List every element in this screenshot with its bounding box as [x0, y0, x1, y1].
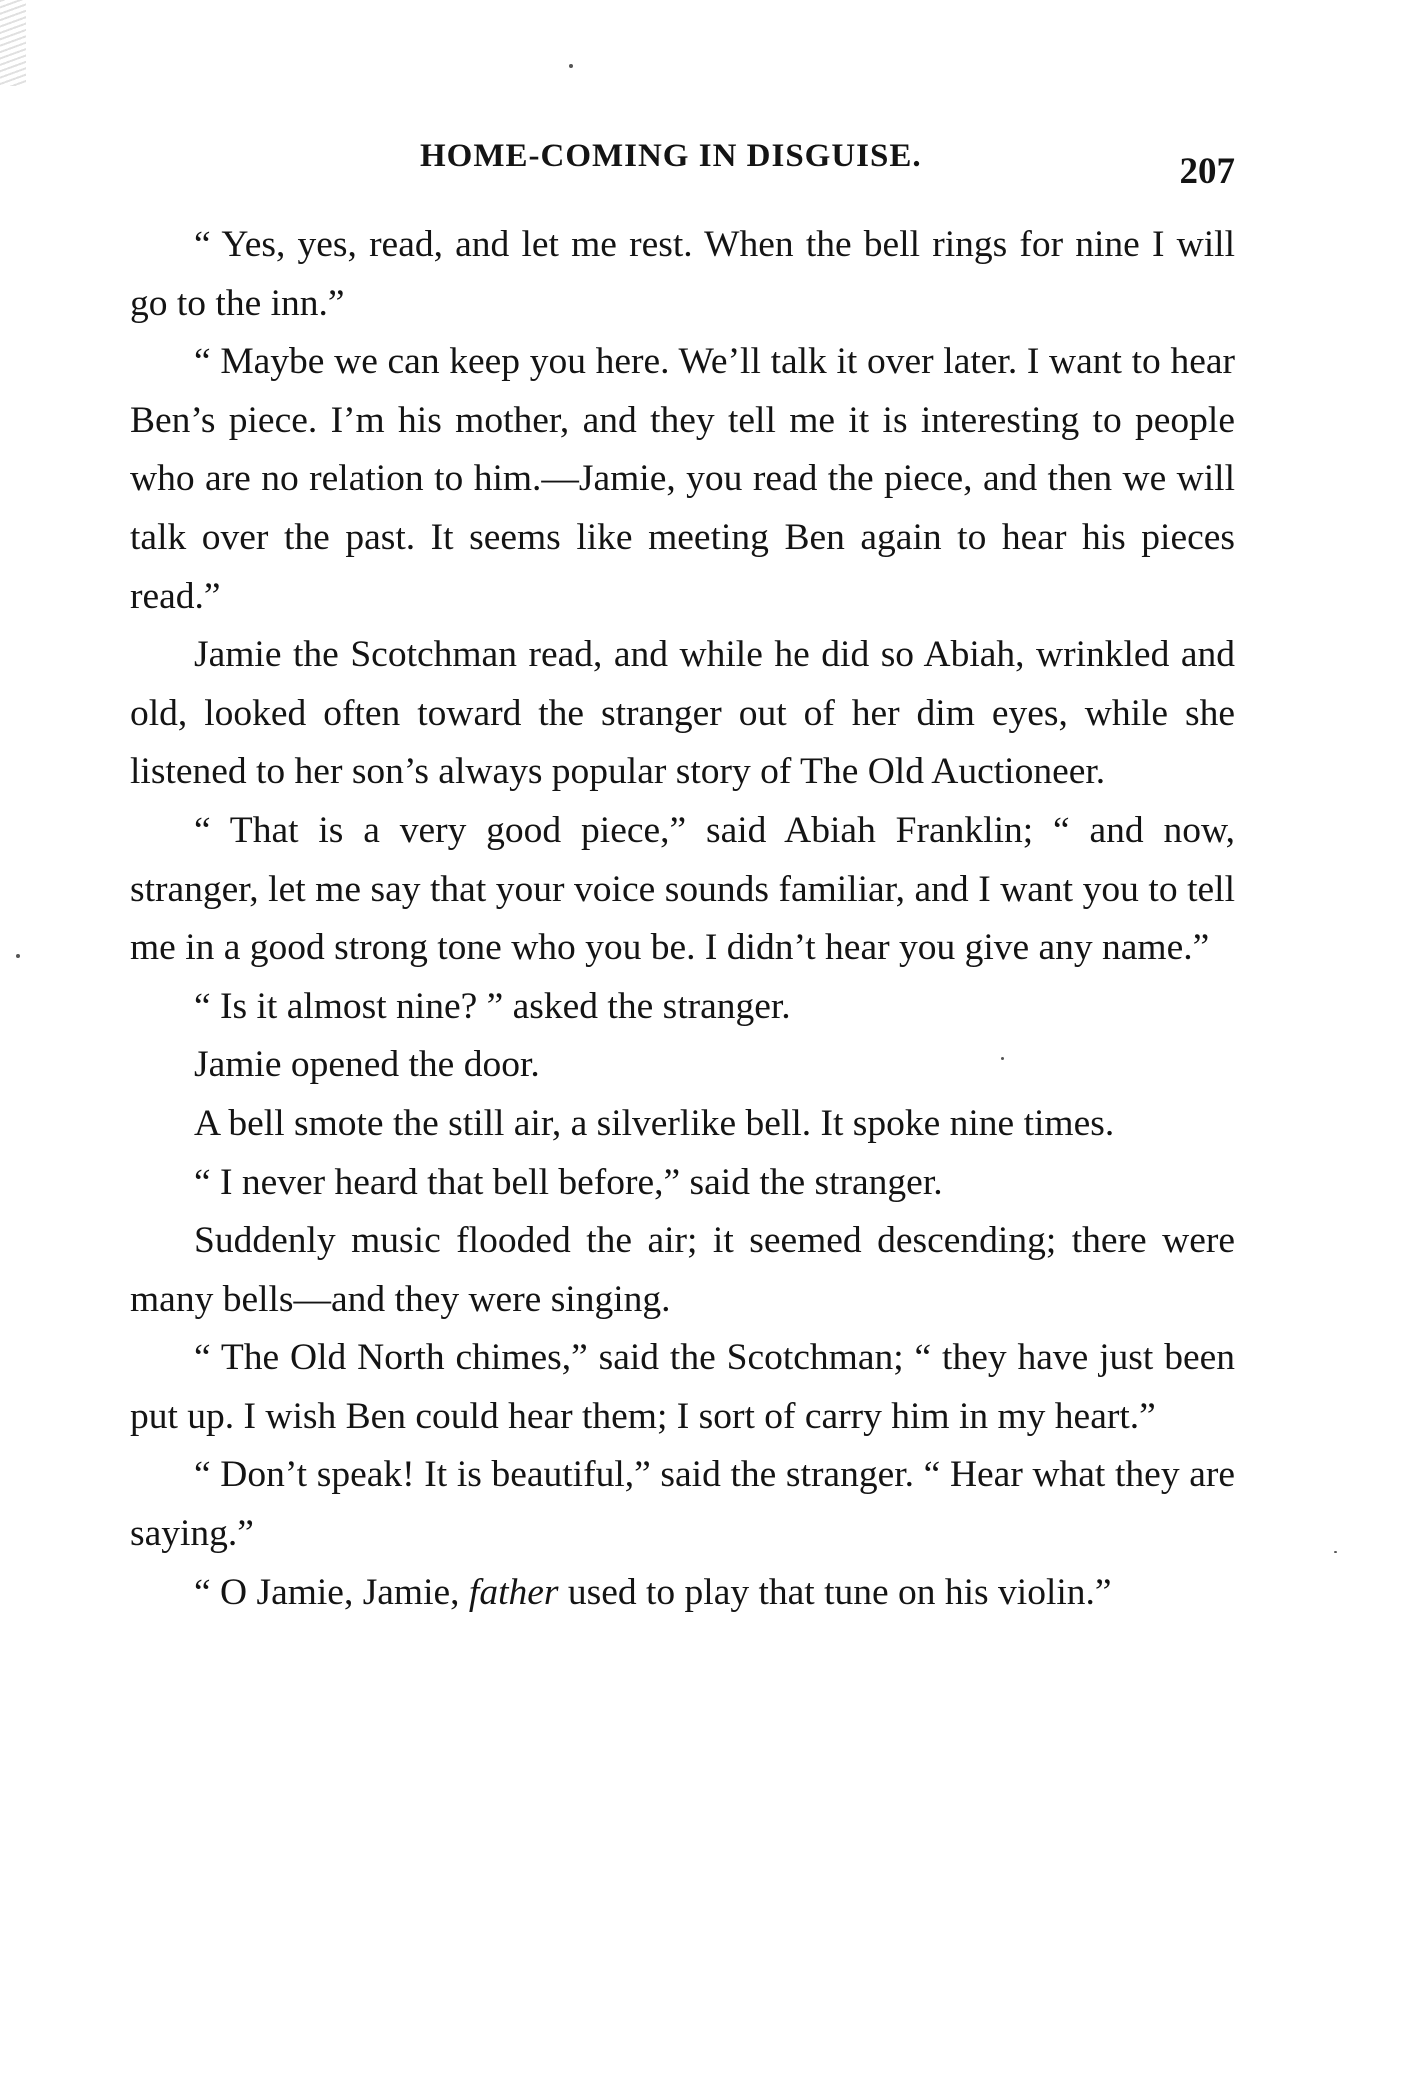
page-number: 207	[1179, 151, 1235, 192]
paragraph	[130, 216, 1235, 333]
paragraph	[130, 1212, 1235, 1329]
paragraph	[130, 1564, 1235, 1623]
text-run: “ Yes, yes, read, and let me rest. When the bell rings for nine I will go to the inn.”	[130, 224, 1235, 324]
paragraph	[130, 333, 1235, 626]
text-run: Jamie opened the door.	[194, 1044, 540, 1086]
text-run: “ That is a very good piece,” said Abiah Franklin; “ and now, stranger, let me say that your voice sounds familiar, and I want you to tell me in a good strong tone who you be. I didn’t hear you give any name.”	[130, 809, 1235, 969]
text-run: “ Is it almost nine? ” asked the stranger.	[194, 985, 791, 1027]
paragraph	[130, 1329, 1235, 1446]
paragraph	[130, 626, 1235, 802]
body-text	[130, 216, 1235, 1622]
scan-speck	[569, 64, 573, 68]
running-head: HOME-COMING IN DISGUISE.	[420, 138, 922, 174]
italic-text: father	[468, 1571, 559, 1613]
paragraph	[130, 978, 1235, 1037]
paragraph	[130, 802, 1235, 978]
page-header	[130, 132, 1235, 192]
text-run: “ O Jamie, Jamie,	[194, 1571, 469, 1613]
scan-speck	[16, 954, 20, 958]
scan-smudge	[0, 0, 26, 86]
text-run: “ The Old North chimes,” said the Scotchman; “ they have just been put up. I wish Ben could hear them; I sort of carry him in my heart.”	[130, 1337, 1235, 1437]
text-run: “ Maybe we can keep you here. We’ll talk it over later. I want to hear Ben’s piece. I’m his mother, and they tell me it is interesting to people who are no relation to him.—Jamie, you read the piece, and then we will talk over the past. It seems like meeting Ben again to hear his pieces read.”	[130, 341, 1235, 617]
scan-speck	[1334, 1551, 1337, 1553]
text-run: Jamie the Scotchman read, and while he did so Abiah, wrinkled and old, looked often toward the stranger out of her dim eyes, while she listened to her son’s always popular story of The Old Auctioneer.	[130, 634, 1235, 793]
text-run: used to play that tune on his violin.”	[558, 1571, 1112, 1613]
paragraph	[130, 1036, 1235, 1095]
paragraph	[130, 1154, 1235, 1213]
text-run: “ Don’t speak! It is beautiful,” said the stranger. “ Hear what they are saying.”	[130, 1454, 1235, 1555]
text-run: “ I never heard that bell before,” said the stranger.	[194, 1161, 943, 1203]
paragraph	[130, 1095, 1235, 1154]
paragraph	[130, 1446, 1235, 1563]
text-run: A bell smote the still air, a silverlike bell. It spoke nine times.	[194, 1102, 1115, 1144]
text-run: Suddenly music flooded the air; it seemed descending; there were many bells—and they were singing.	[130, 1220, 1235, 1320]
